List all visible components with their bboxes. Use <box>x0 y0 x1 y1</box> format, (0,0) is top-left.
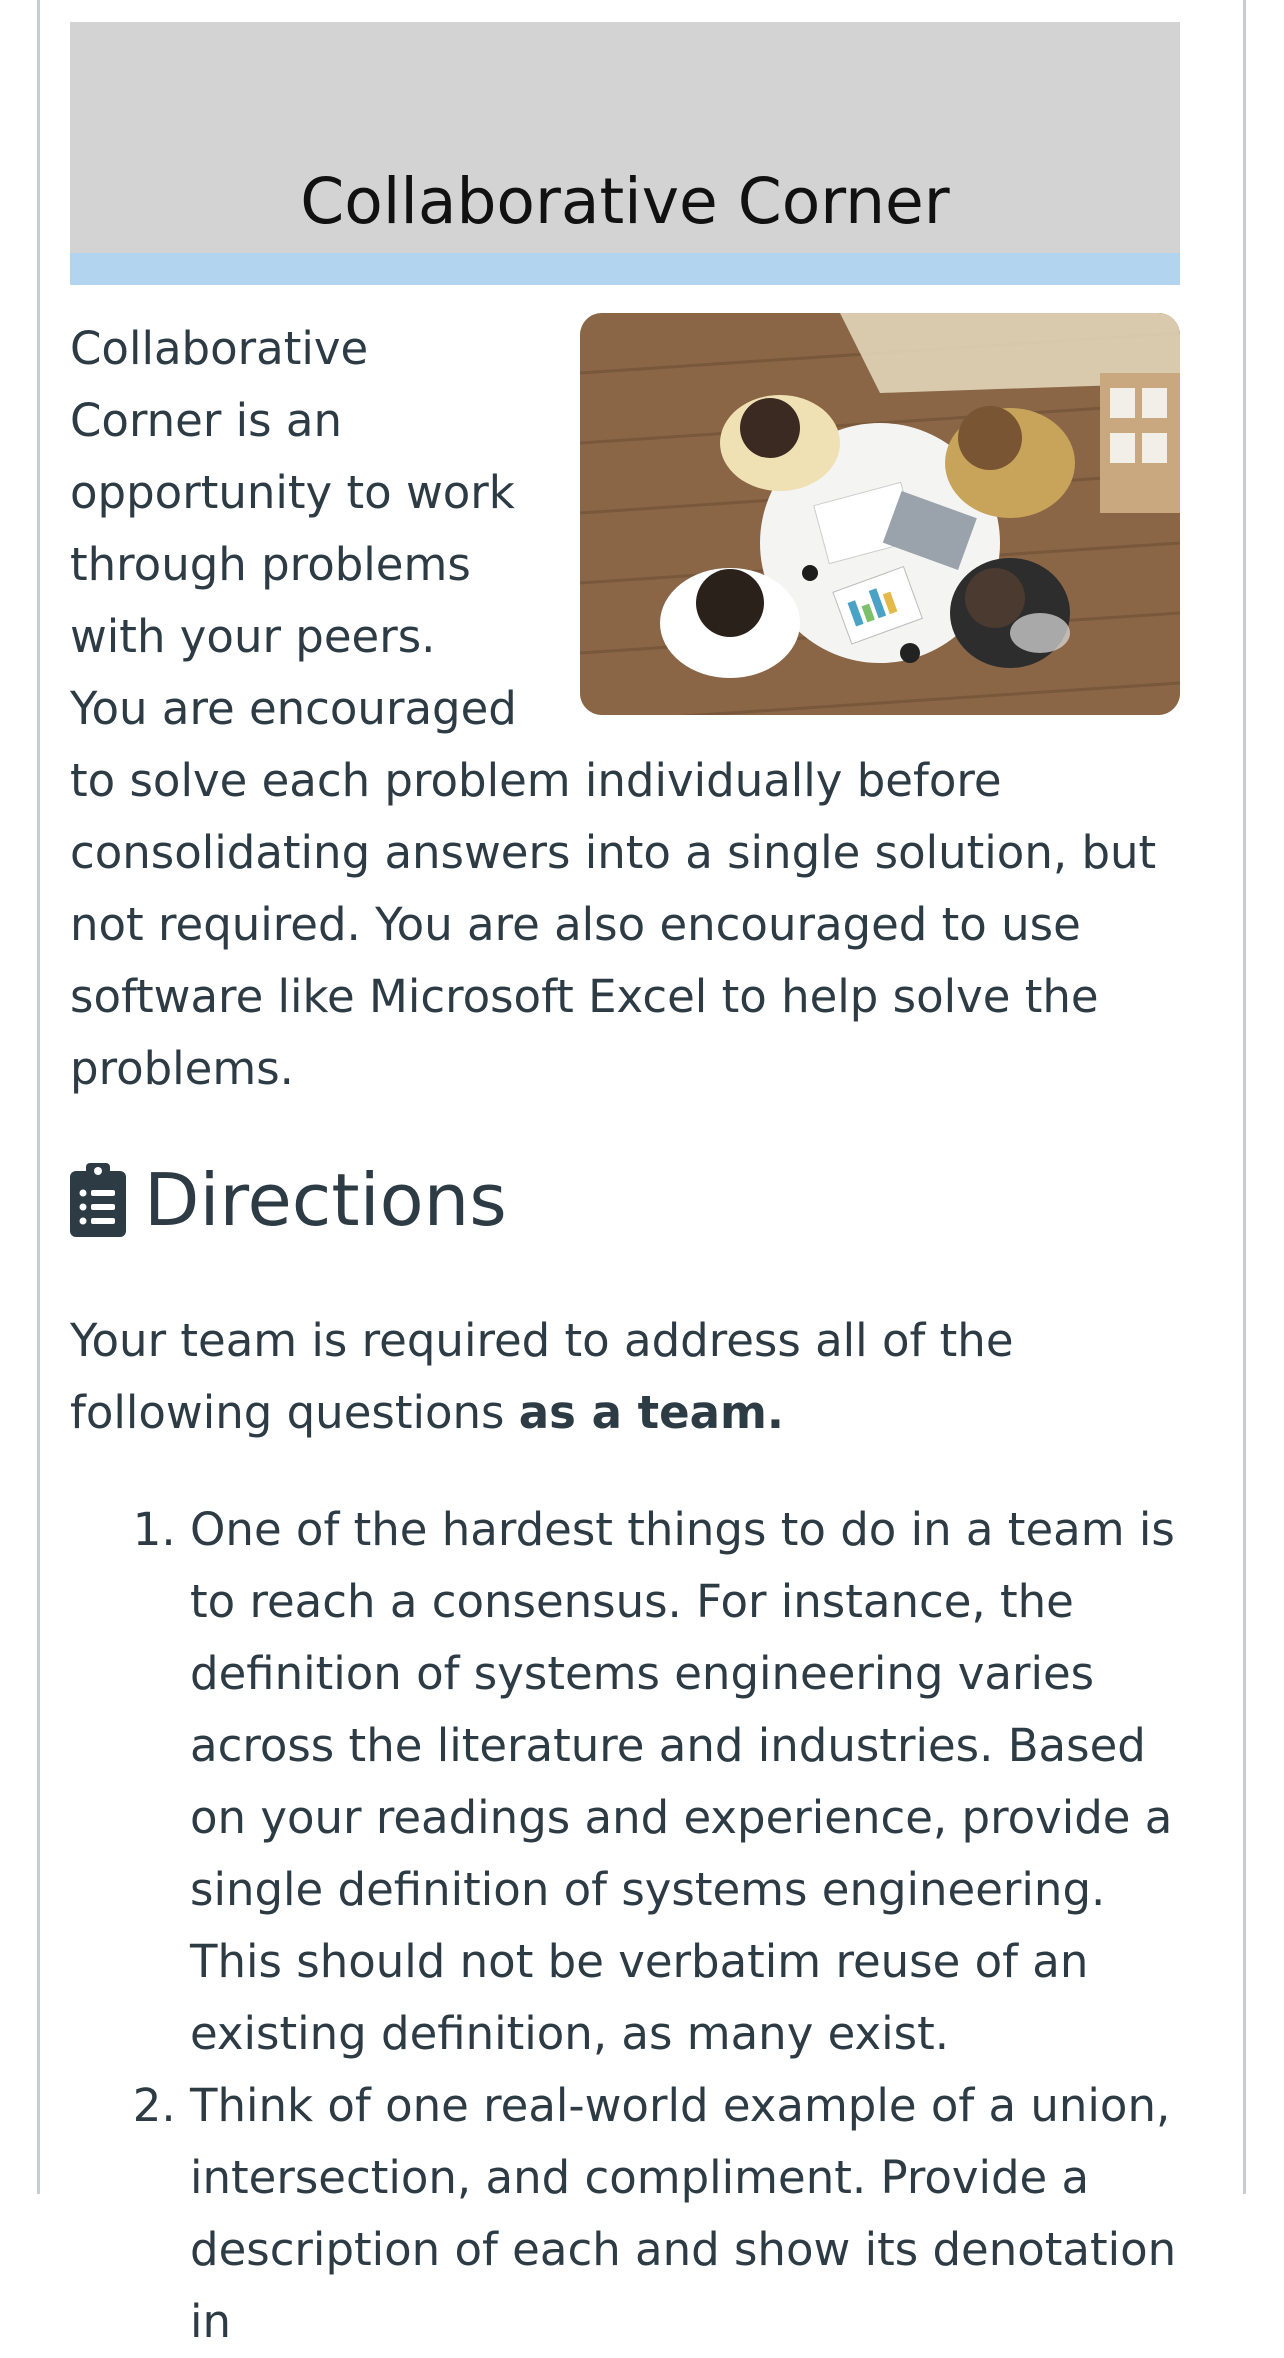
directions-heading <box>70 1155 1180 1245</box>
question-item: 1. One of the hardest things to do in a team is to reach a consensus. For instance, the definition of systems engineering varies across the literature and industries. Based on your readings and experience, provide a single definition of systems engineering. This should not be verbatim reuse of an existing definition, as many exist. <box>190 1494 1180 2070</box>
directions-intro-emphasis: as a team. <box>518 1385 785 1439</box>
directions-intro-text: Your team is required to address all of the following questions <box>70 1313 1014 1439</box>
team-photo-illustration <box>580 313 1180 715</box>
question-item: 2. Think of one real-world example of a union, intersection, and compliment. Provide a description of each and show its denotation in <box>190 2070 1180 2358</box>
clipboard-list-icon <box>70 1163 126 1237</box>
questions-list <box>70 1494 1180 2358</box>
page-content <box>70 22 1180 2358</box>
title-banner <box>70 22 1180 285</box>
page-title: Collaborative Corner <box>300 165 950 238</box>
banner-stripe <box>70 253 1180 285</box>
intro-section <box>70 313 1180 1105</box>
team-photo <box>580 313 1180 715</box>
directions-intro <box>70 1305 1180 1449</box>
directions-heading-text: Directions <box>144 1158 507 1242</box>
intro-paragraph: Collaborative Corner is an opportunity to work through problems with your peers. You are encouraged to solve each problem individually before consolidating answers into a single solution, but not required. You are also encouraged to use software like Microsoft Excel to help solve the problems. <box>70 322 1157 1095</box>
